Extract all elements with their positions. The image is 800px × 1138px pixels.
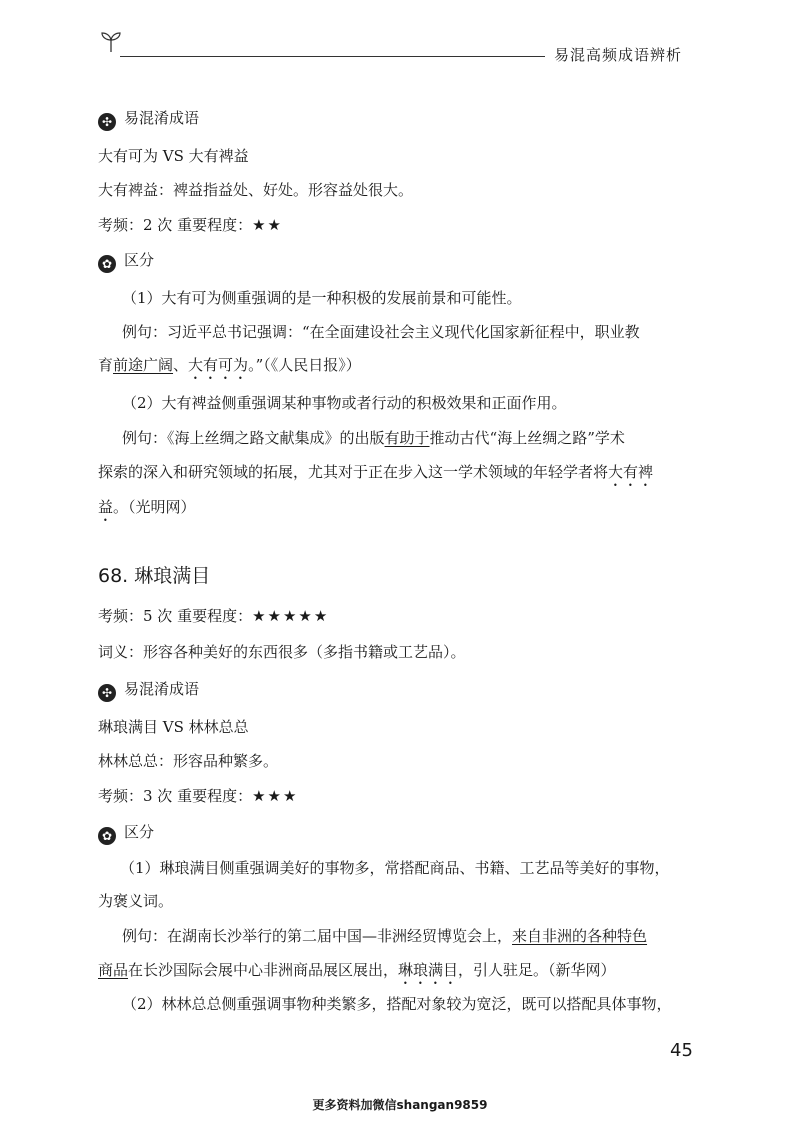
confusable-badge-icon: ✣: [98, 684, 116, 702]
distinction-point: （2）林林总总侧重强调事物种类繁多，搭配对象较为宽泛，既可以搭配具体事物，: [122, 995, 672, 1013]
distinction-point-cont: 为褒义词。: [98, 892, 174, 910]
footer-note: 更多资料加微信shangan9859: [312, 1098, 488, 1112]
underlined-phrase: 前途广阔: [113, 356, 174, 374]
example-sentence-cont: 益。（光明网）: [98, 498, 196, 516]
page-number: 45: [670, 1040, 693, 1061]
confusable-heading: ✣ 易混淆成语: [98, 677, 698, 702]
importance-stars: ★★★: [252, 787, 299, 805]
emphasized-idiom: 大有裨: [608, 463, 654, 481]
frequency-line: 考频：3 次 重要程度：★★★: [98, 787, 299, 805]
example-sentence: 例句：习近平总书记强调：“在全面建设社会主义现代化国家新征程中，职业教: [122, 323, 640, 341]
distinction-heading: ✿ 区分: [98, 248, 698, 273]
idiom-pair: 大有可为 VS 大有裨益: [98, 147, 249, 165]
distinction-point: （1）大有可为侧重强调的是一种积极的发展前景和可能性。: [122, 289, 522, 307]
distinction-point: （2）大有裨益侧重强调某种事物或者行动的积极效果和正面作用。: [122, 394, 567, 412]
idiom-definition: 大有裨益：裨益指益处、好处。形容益处很大。: [98, 181, 414, 199]
distinction-point: （1）琳琅满目侧重强调美好的事物多，常搭配商品、书籍、工艺品等美好的事物，: [120, 859, 670, 877]
word-meaning: 词义：形容各种美好的东西很多（多指书籍或工艺品）。: [98, 643, 466, 661]
emphasized-idiom: 大有可为: [188, 356, 249, 374]
entry-title: 68. 琳琅满目: [98, 565, 211, 587]
sprout-icon: [98, 28, 124, 54]
confusable-heading: ✣ 易混淆成语: [98, 106, 698, 131]
page-header: [0, 0, 800, 80]
idiom-definition: 林林总总：形容品种繁多。: [98, 752, 279, 770]
idiom-pair: 琳琅满目 VS 林林总总: [98, 718, 249, 736]
importance-stars: ★★★★★: [252, 607, 330, 625]
importance-stars: ★★: [252, 216, 283, 234]
underlined-phrase: 有助于: [384, 429, 430, 447]
distinction-badge-icon: ✿: [98, 255, 116, 273]
underlined-phrase: 商品: [98, 961, 129, 979]
example-sentence-cont: 商品在长沙国际会展中心非洲商品展区展出，琳琅满目，引人驻足。（新华网）: [98, 961, 616, 979]
example-sentence-cont: 育前途广阔、大有可为。”（《人民日报》）: [98, 356, 361, 374]
confusable-badge-icon: ✣: [98, 113, 116, 131]
frequency-line: 考频：2 次 重要程度：★★: [98, 216, 283, 234]
header-rule: [120, 56, 545, 57]
emphasized-idiom: 琳琅满目: [398, 961, 459, 979]
header-title: 易混高频成语辨析: [554, 46, 683, 64]
distinction-badge-icon: ✿: [98, 827, 116, 845]
distinction-heading: ✿ 区分: [98, 820, 698, 845]
underlined-phrase: 来自非洲的各种特色: [512, 927, 648, 945]
example-sentence: 例句：《海上丝绸之路文献集成》的出版有助于推动古代“海上丝绸之路”学术: [122, 429, 625, 447]
emphasized-idiom: 益: [98, 498, 114, 516]
example-sentence-cont: 探索的深入和研究领域的拓展，尤其对于正在步入这一学术领域的年轻学者将大有裨: [98, 463, 654, 481]
example-sentence: 例句：在湖南长沙举行的第二届中国—非洲经贸博览会上，来自非洲的各种特色: [122, 927, 648, 945]
frequency-line: 考频：5 次 重要程度：★★★★★: [98, 607, 330, 625]
